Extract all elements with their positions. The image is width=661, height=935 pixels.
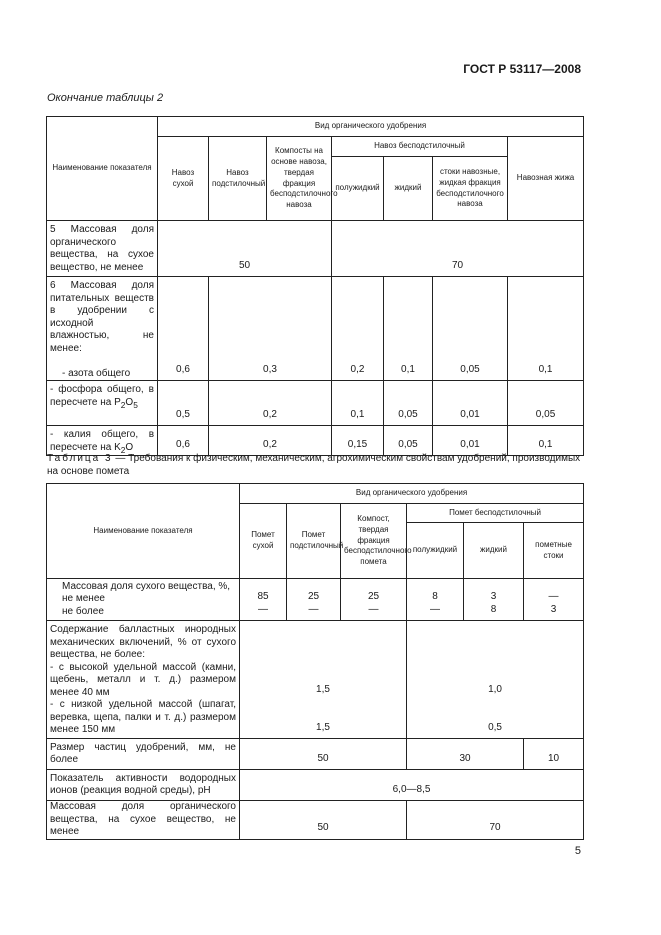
t3-particle-v1: 50 [240, 739, 407, 770]
t3-dm-max-3: — [368, 603, 379, 615]
t2-potassium-label [47, 426, 158, 456]
t3-header-semiliquid: полужидкий [407, 523, 464, 579]
t2-phosphorus-v2: 0,2 [209, 381, 332, 426]
t3-header-no-bedding: Помет бесподстилочный [407, 504, 584, 523]
t3-particle-v3: 10 [524, 739, 584, 770]
t3-drymatter-col1 [240, 579, 287, 621]
t3-drymatter-col2 [287, 579, 341, 621]
t3-ballast-high-v1: 1,5 [316, 684, 330, 695]
t2-row5-value-manure: 50 [158, 221, 332, 277]
t3-drymatter-max-label: не более [62, 605, 104, 617]
t3-particle-label: Размер частиц удобрений, мм, не более [47, 739, 240, 770]
t2-potassium-sub-2: 2 [120, 444, 126, 455]
t3-drymatter-col3 [341, 579, 407, 621]
t2-header-name: Наименование показателя [47, 117, 158, 221]
t3-ph-value: 6,0—8,5 [240, 770, 584, 801]
t3-header-liquid: жидкий [464, 523, 524, 579]
table2 [46, 116, 584, 456]
t3-ballast-low-v1: 1,5 [316, 721, 330, 733]
t2-nitrogen-v6: 0,1 [508, 277, 584, 381]
t2-row6-label [47, 277, 158, 381]
t3-ballast-values-2 [407, 621, 584, 739]
t2-header-liquid: жидкий [384, 157, 433, 221]
t2-potassium-v5: 0,01 [433, 426, 508, 456]
t3-drymatter-col6 [524, 579, 584, 621]
t2-row5-label: 5 Массовая доля органического вещества, на сухое вещество, не менее [47, 221, 158, 277]
t2-header-semiliquid: полужидкий [332, 157, 384, 221]
t3-header-effluent: пометные стоки [524, 523, 584, 579]
t2-phosphorus-o: O [125, 396, 134, 408]
t3-dm-max-4: — [430, 603, 440, 615]
t3-organic-label: Массовая доля органического вещества, на сухое вещество, не менее [47, 801, 240, 840]
t2-phosphorus-v1: 0,5 [158, 381, 209, 426]
t3-drymatter-label [47, 579, 240, 621]
t3-header-compost: Компост, твердая фракция бесподстилочного помета [341, 504, 407, 579]
t2-header-no-bedding: Навоз бесподстилочный [332, 137, 508, 157]
t3-ballast-text: Содержание балластных инородных механических включений, % от сухого вещества, не более: [50, 624, 236, 660]
t3-ph-label: Показатель активности водородных ионов (реакция водной среды), pH [47, 770, 240, 801]
t3-dm-min-3: 25 [367, 591, 380, 602]
t3-particle-v2: 30 [407, 739, 524, 770]
t3-drymatter-col4 [407, 579, 464, 621]
t2-phosphorus-label [47, 381, 158, 426]
t2-potassium-o: O [125, 441, 134, 453]
t3-organic-v2: 70 [407, 801, 584, 840]
t3-drymatter-text: Массовая доля сухого вещества, %, [62, 580, 231, 592]
table3 [46, 483, 584, 840]
t3-ballast-low-v2: 0,5 [488, 721, 502, 733]
t3-header-dry-litter: Помет сухой [240, 504, 287, 579]
t3-dm-max-2: — [308, 603, 319, 615]
t3-header-type: Вид органического удобрения [240, 484, 584, 504]
t2-potassium-v4: 0,05 [384, 426, 433, 456]
t2-nitrogen-v3: 0,2 [332, 277, 384, 381]
t3-organic-v1: 50 [240, 801, 407, 840]
t2-header-compost: Компосты на основе навоза, твердая фракция бесподстилочного навоза [267, 137, 332, 221]
t2-potassium-v3: 0,15 [332, 426, 384, 456]
t2-header-bedding-manure: Навоз подстилочный [209, 137, 267, 221]
t3-dm-min-2: 25 [307, 591, 320, 602]
t2-potassium-text: - калия общего, в пересчете на K [50, 429, 154, 453]
t3-ballast-low-label: - с низкой удельной массой (шпагат, веревка, щепа, палки и т. д.) размером менее 150 мм [50, 699, 236, 735]
t2-phosphorus-sub-5: 5 [133, 399, 138, 410]
t2-phosphorus-sub-2: 2 [120, 399, 126, 410]
t3-dm-max-5: 8 [490, 603, 497, 615]
t2-potassium-v1: 0,6 [158, 426, 209, 456]
t2-nitrogen-v2: 0,3 [209, 277, 332, 381]
t2-nitrogen-v4: 0,1 [384, 277, 433, 381]
t2-potassium-v2: 0,2 [209, 426, 332, 456]
t2-header-effluent: стоки навозные, жидкая фракция бесподстилочного навоза [433, 157, 508, 221]
t2-row6-text: 6 Массовая доля питательных веществ в удобрении с исходной влажностью, не менее: [50, 280, 154, 354]
t3-ballast-values-1 [240, 621, 407, 739]
t3-ballast-label [47, 621, 240, 739]
t3-ballast-high-v2: 1,0 [488, 684, 502, 695]
document-id: ГОСТ Р 53117—2008 [463, 62, 581, 76]
t2-potassium-v6: 0,1 [508, 426, 584, 456]
t2-phosphorus-v5: 0,01 [433, 381, 508, 426]
t2-header-dry-manure: Навоз сухой [158, 137, 209, 221]
t2-phosphorus-v6: 0,05 [508, 381, 584, 426]
t3-dm-max-6: 3 [550, 603, 557, 615]
t2-phosphorus-v4: 0,05 [384, 381, 433, 426]
t2-header-type: Вид органического удобрения [158, 117, 584, 137]
table3-caption-text: — Требования к физическим, механическим, агрохимическим свойствам удобрений, производимых на основе помета [47, 453, 581, 477]
t3-header-bedding-litter: Помет подстилочный [287, 504, 341, 579]
t3-dm-min-6: — [548, 591, 559, 602]
page-number: 5 [574, 845, 581, 857]
t3-dm-min-5: 3 [490, 591, 497, 602]
table2-continuation-caption: Окончание таблицы 2 [47, 92, 164, 104]
t2-nitrogen-label: - азота общего [62, 367, 131, 379]
t3-ballast-high-label: - с высокой удельной массой (камни, щебень, металл и т. д.) размером менее 40 мм [50, 661, 236, 698]
t3-dm-min-1: 85 [257, 591, 269, 602]
t2-phosphorus-v3: 0,1 [332, 381, 384, 426]
t3-dm-min-4: 8 [432, 591, 438, 602]
t2-phosphorus-text: - фосфора общего, в пересчете на P [50, 384, 154, 408]
t2-nitrogen-v5: 0,05 [433, 277, 508, 381]
t2-row5-value-no-bedding: 70 [332, 221, 584, 277]
t3-drymatter-col5 [464, 579, 524, 621]
table3-caption [47, 452, 582, 478]
t2-nitrogen-v1: 0,6 [158, 277, 209, 381]
t3-drymatter-min-label: не менее [62, 593, 105, 605]
table3-caption-prefix: Таблица 3 [47, 453, 113, 464]
t3-dm-max-1: — [258, 603, 268, 615]
t3-header-name: Наименование показателя [47, 484, 240, 579]
t2-header-slurry: Навозная жижа [508, 137, 584, 221]
